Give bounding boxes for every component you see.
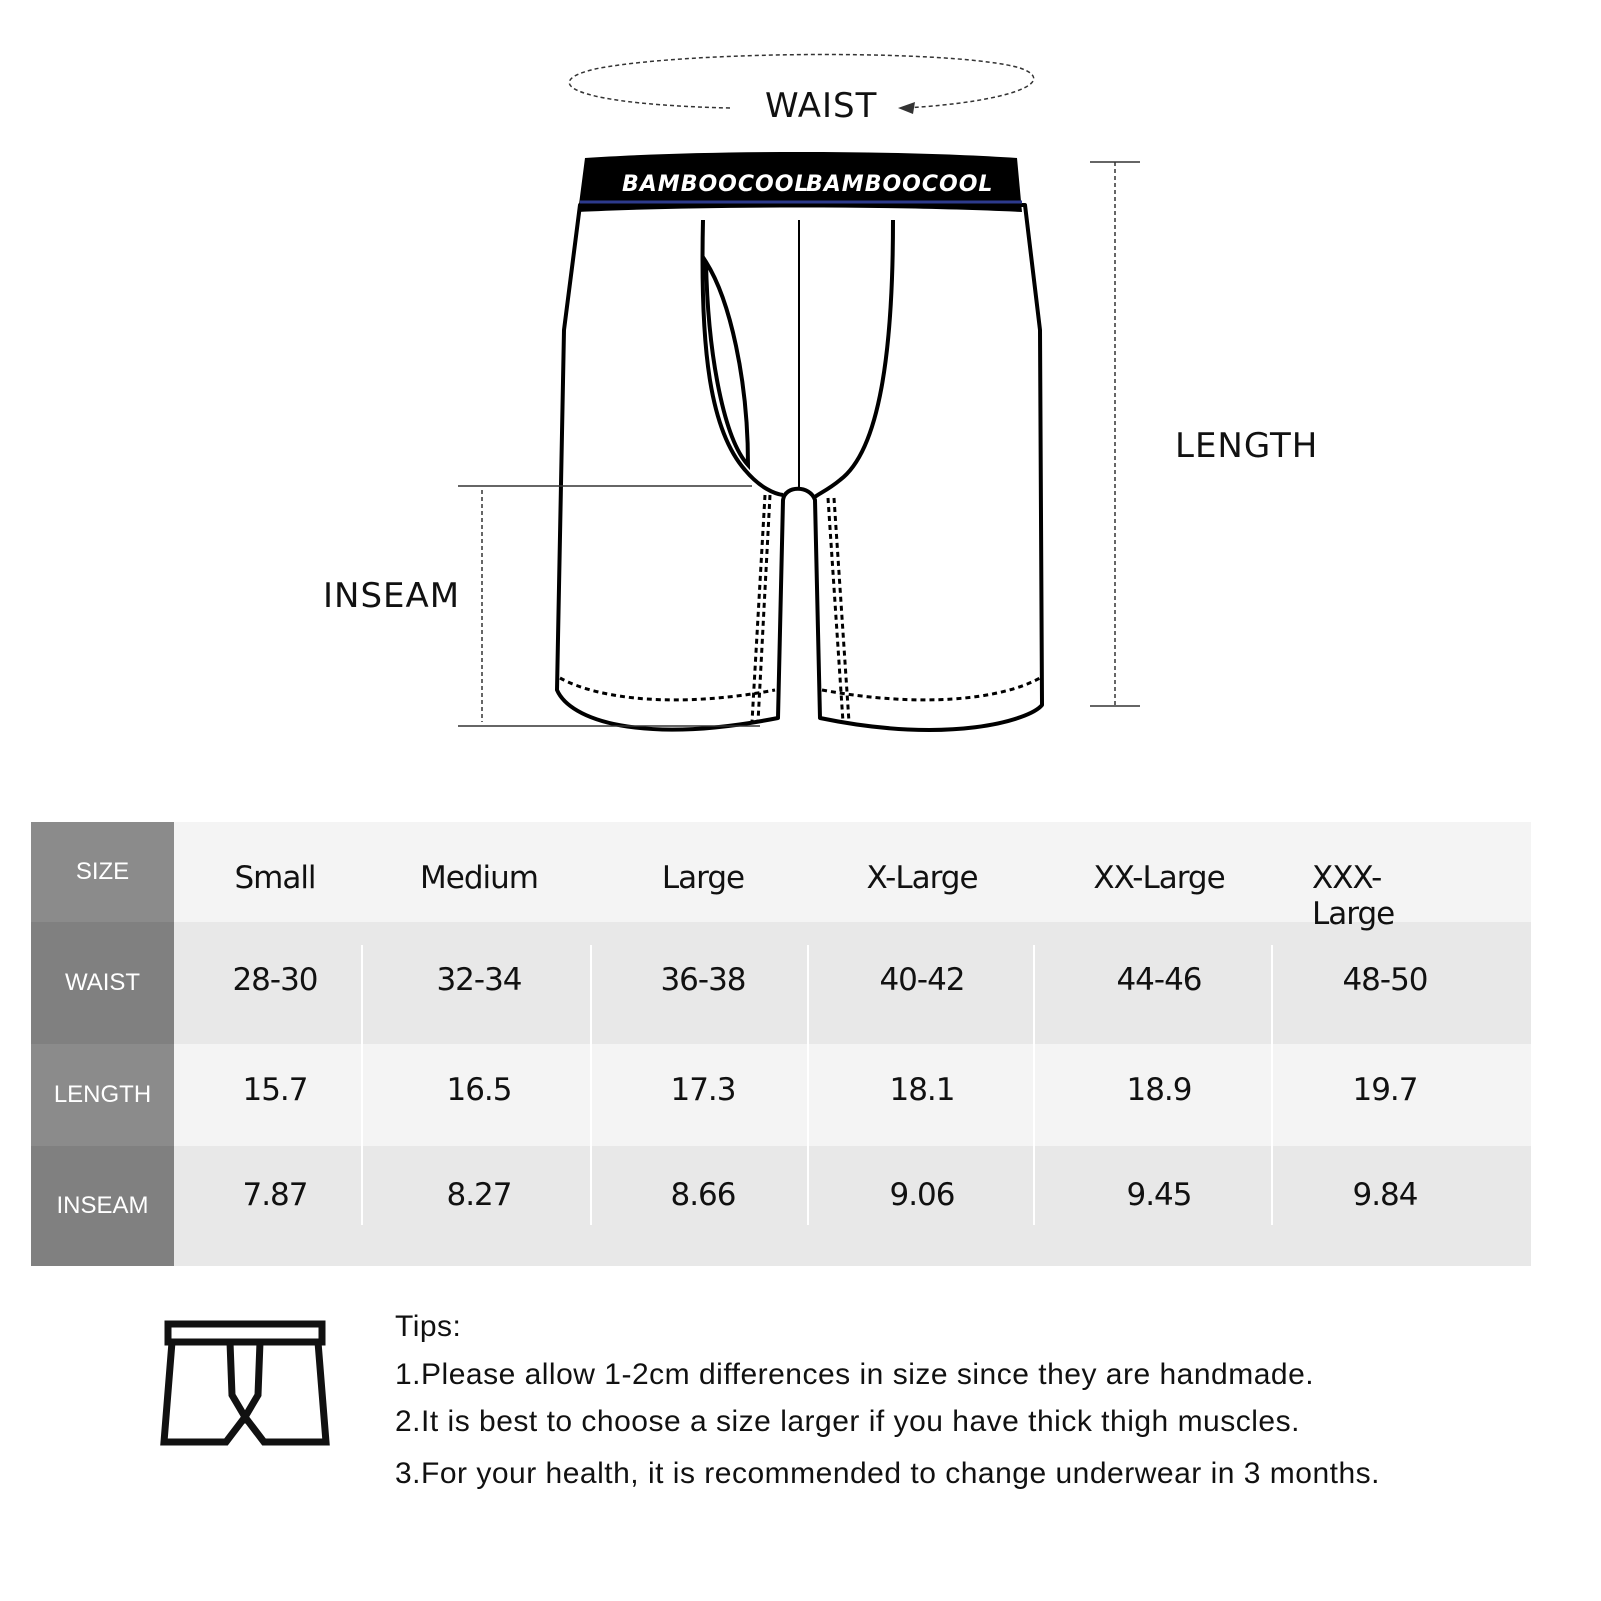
row-header: WAIST (31, 922, 174, 1044)
tip-item: 3.For your health, it is recommended to change underwear in 3 months. (395, 1457, 1381, 1490)
boxer-icon (164, 1324, 326, 1442)
inseam-label: INSEAM (323, 576, 461, 616)
inseam-value: 9.06 (889, 1177, 955, 1213)
length-value: 15.7 (242, 1072, 308, 1108)
size-name: Large (661, 860, 745, 896)
column-divider (807, 945, 809, 1225)
length-value: 19.7 (1352, 1072, 1418, 1108)
tips-title: Tips: (395, 1310, 462, 1343)
arrow-icon (898, 102, 915, 114)
inseam-value: 9.45 (1126, 1177, 1192, 1213)
size-table (31, 822, 1531, 1266)
tip-item: 2.It is best to choose a size larger if you have thick thigh muscles. (395, 1405, 1300, 1438)
row-header: INSEAM (31, 1146, 174, 1266)
brand-logo: BAMBOOCOOL (622, 172, 810, 197)
length-value: 18.1 (889, 1072, 955, 1108)
length-label: LENGTH (1175, 426, 1319, 466)
column-divider (1271, 945, 1273, 1225)
size-name: Small (234, 860, 316, 896)
column-divider (1033, 945, 1035, 1225)
waist-label: WAIST (765, 86, 878, 126)
inseam-value: 9.84 (1352, 1177, 1418, 1213)
size-name: XXX-Large (1312, 860, 1395, 932)
column-divider (590, 945, 592, 1225)
waist-value: 32-34 (436, 962, 522, 998)
waist-value: 44-46 (1116, 962, 1202, 998)
length-value: 17.3 (670, 1072, 736, 1108)
column-divider (361, 945, 363, 1225)
size-name: X-Large (866, 860, 978, 896)
tip-item: 1.Please allow 1-2cm differences in size since they are handmade. (395, 1358, 1315, 1391)
waist-value: 36-38 (660, 962, 746, 998)
inseam-value: 7.87 (242, 1177, 308, 1213)
waist-value: 28-30 (232, 962, 318, 998)
row-header: LENGTH (31, 1044, 174, 1146)
inseam-value: 8.66 (670, 1177, 736, 1213)
brand-logo: BAMBOOCOOL (806, 172, 994, 197)
row-header: SIZE (31, 822, 174, 922)
waist-value: 40-42 (879, 962, 965, 998)
size-name: XX-Large (1093, 860, 1225, 896)
length-value: 16.5 (446, 1072, 512, 1108)
waist-value: 48-50 (1342, 962, 1428, 998)
size-name: Medium (420, 860, 538, 896)
length-value: 18.9 (1126, 1072, 1192, 1108)
inseam-value: 8.27 (446, 1177, 512, 1213)
